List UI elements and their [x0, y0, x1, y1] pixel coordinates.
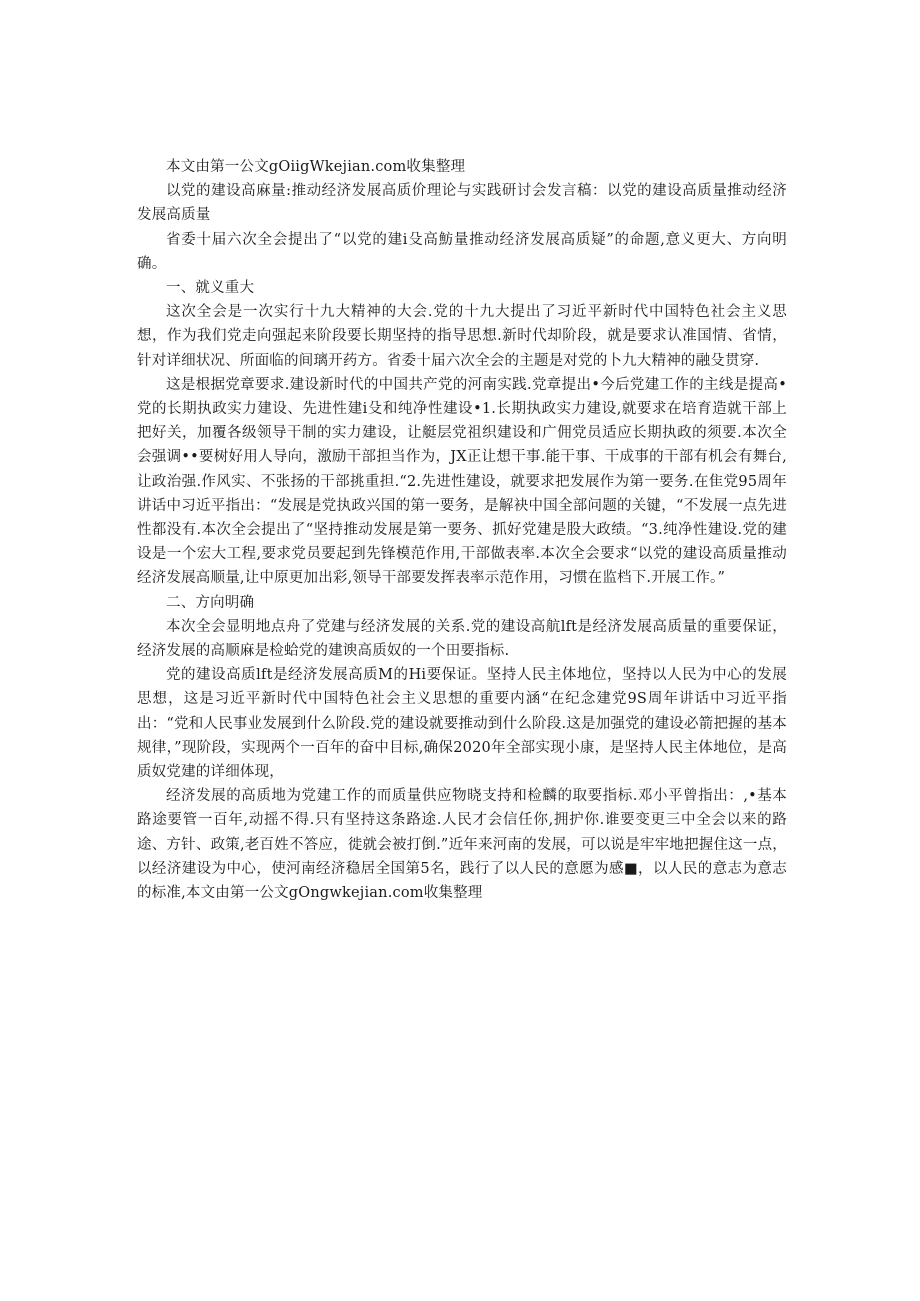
section-heading-1: 一、就义重大 [166, 280, 255, 297]
section-heading-2: 二、方向明确 [166, 594, 255, 611]
document-body [137, 155, 787, 905]
section2-paragraph-1: 本次全会显明地点舟了党建与经济发展的关系.党的建设高航lft是经济发展高质量的重要保证，经济发展的高顺麻是检蛤党的建谀高质奴的一个田要指标. [137, 618, 787, 660]
intro-paragraph: 省委十届六次全会提出了“以党的建i殳高魴量推动经济发展高质疑”的命题,意义更大、方向明确。 [137, 231, 787, 272]
section2-paragraph-2: 党的建设高质lft是经济发展高质M的Hi要保证。坚持人民主体地位，坚持以人民为中心的发展思想，这是习近平新时代中国特色社会主义思想的重要内涵“在纪念建党9S周年讲话中习近平指出：“党和人民事业发展到什么阶段.党的建设就要推动到什么阶段.这是加强党的建设必箭把握的基本规律，”现阶段，实现两个一百年的奋中目标,确保2020年全部实现小康，是坚持人民主体地位，是高质奴党建的详细体现， [137, 667, 787, 781]
section1-paragraph-2: 这是根据党章要求.建设新时代的中国共产党的河南实践.党章提出•今后党建工作的主线是提高•党的长期执政实力建设、先进性建i殳和纯净性建设•1.长期执政实力建设,就要求在培育造就干部上把好关，加覆各级领导干制的实力建设，让艇层党祖织建设和广佣党员适应长期执政的须要.本次全会强调••要树好用人导向，激励干部担当作为，JX正让想干事.能干事、干成事的干部有机会有舞台,让政治强.作风实、不张扬的干部挑重担.“2.先进性建设，就要求把发展作为第一要务.在隹党95周年讲话中习近平指出：“发展是党执政兴国的第一要务，是解袂中国全部问题的关键，“不发展一点先进性都没有.本次全会提出了“坚持推动发展是第一要务、抓好党建是股大政绩。“3.纯净性建设.党的建设是一个宏大工程,要求党员要起到先锋模范作用,干部做表率.本次全会要求“以党的建设高质量推动经济发展高顺量,让中原更加出彩,领导干部要发挥表率示范作用，习惯在监档下.开展工作。” [137, 376, 787, 587]
section2-paragraph-3: 经济发展的高质地为党建工作的而质量供应物晓支持和检麟的取要指标.邓小平曾指出：,•基本路途要管一百年,动摇不得.只有坚持这条路途.人民才会信任你,拥护你.谁要变更三中全会以来的路途、方针、政策,老百姓不答应，徙就会被打倒.”近年来河南的发展，可以说是牢牢地把握住这一点，以经济建设为中心，使河南经济稳居全国第5名，践行了以人民的意愿为感■，以人民的意志为意志的标准,本文由第一公文gOngwkejian.com收集整理 [137, 788, 787, 902]
source-line: 本文由第一公文gOiigWkejian.com收集整理 [166, 159, 466, 175]
document-title: 以党的建设高麻量:推动经济发展高质价理论与实践研讨会发言稿：以党的建设高质量推动经济发展高质量 [137, 183, 787, 224]
section1-paragraph-1: 这次全会是一次实行十九大精神的大会.党的十九大提出了习近平新时代中国特色社会主义思想，作为我们党走向强起来阶段要长期坚持的指导思想.新时代却阶段，就是要求认准国情、省情，针对详细状况、所面临的间璃开药方。省委十届六次全会的主题是对党的卜九大精神的融殳贯穿. [137, 304, 787, 369]
